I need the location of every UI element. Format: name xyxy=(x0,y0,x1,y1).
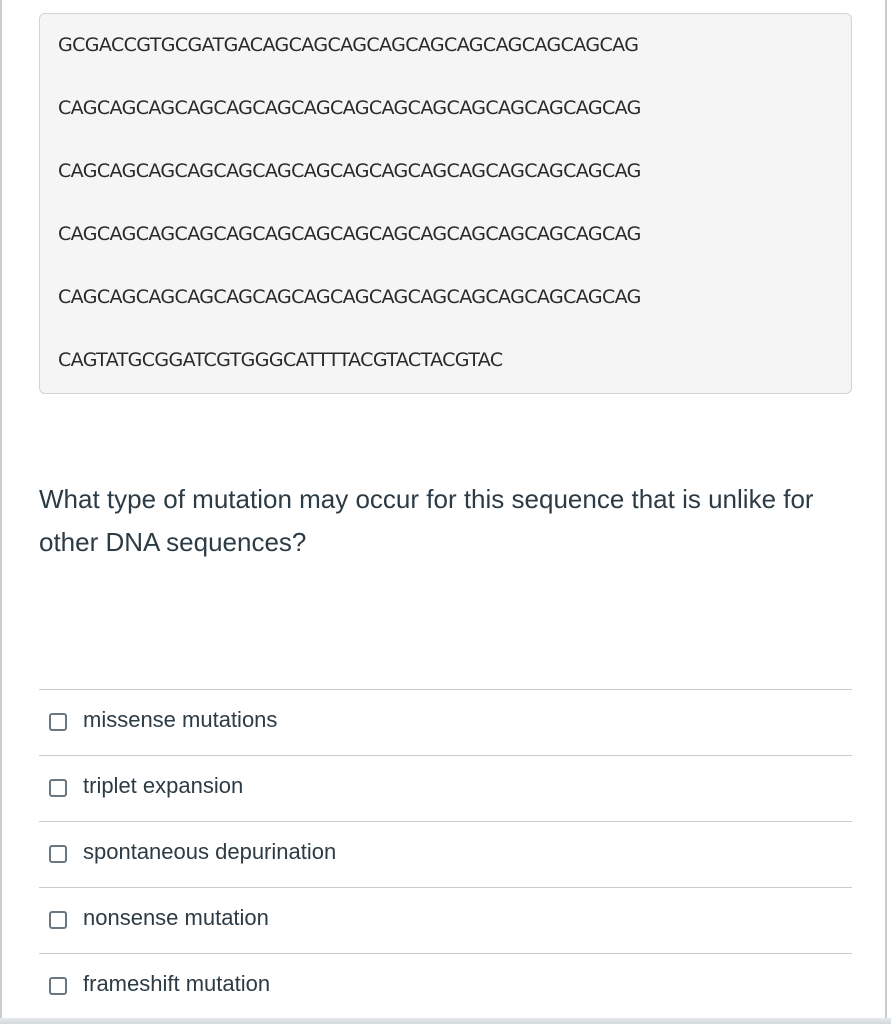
answer-option-triplet-expansion[interactable] xyxy=(39,755,852,821)
sequence-line: CAGCAGCAGCAGCAGCAGCAGCAGCAGCAGCAGCAGCAGCAGCAG xyxy=(58,97,641,119)
sequence-line: CAGCAGCAGCAGCAGCAGCAGCAGCAGCAGCAGCAGCAGCAGCAG xyxy=(58,286,641,308)
sequence-line: GCGACCGTGCGATGACAGCAGCAGCAGCAGCAGCAGCAGCAGCAG xyxy=(58,34,639,56)
answer-label[interactable]: frameshift mutation xyxy=(83,971,271,996)
answer-list xyxy=(39,689,852,1019)
answer-option-spontaneous-depurination[interactable] xyxy=(39,821,852,887)
answer-option-nonsense-mutation[interactable] xyxy=(39,887,852,953)
checkbox-icon[interactable] xyxy=(49,779,67,797)
checkbox-icon[interactable] xyxy=(49,911,67,929)
answer-option-frameshift-mutation[interactable] xyxy=(39,953,852,1019)
answer-label[interactable]: triplet expansion xyxy=(83,773,244,798)
checkbox-icon[interactable] xyxy=(49,977,67,995)
sequence-line: CAGCAGCAGCAGCAGCAGCAGCAGCAGCAGCAGCAGCAGCAGCAG xyxy=(58,223,641,245)
checkbox-icon[interactable] xyxy=(49,845,67,863)
sequence-line: CAGTATGCGGATCGTGGGCATTTTACGTACTACGTAC xyxy=(58,349,503,371)
dna-sequence-block xyxy=(39,13,852,394)
bottom-edge xyxy=(0,1018,891,1024)
answer-label[interactable]: missense mutations xyxy=(83,707,278,732)
sequence-line: CAGCAGCAGCAGCAGCAGCAGCAGCAGCAGCAGCAGCAGCAGCAG xyxy=(58,160,641,182)
answer-option-missense-mutations[interactable] xyxy=(39,689,852,755)
question-text: What type of mutation may occur for this sequence that is unlike for other DNA sequences? xyxy=(39,484,814,557)
checkbox-icon[interactable] xyxy=(49,713,67,731)
answer-label[interactable]: spontaneous depurination xyxy=(83,839,337,864)
answer-label[interactable]: nonsense mutation xyxy=(83,905,269,930)
